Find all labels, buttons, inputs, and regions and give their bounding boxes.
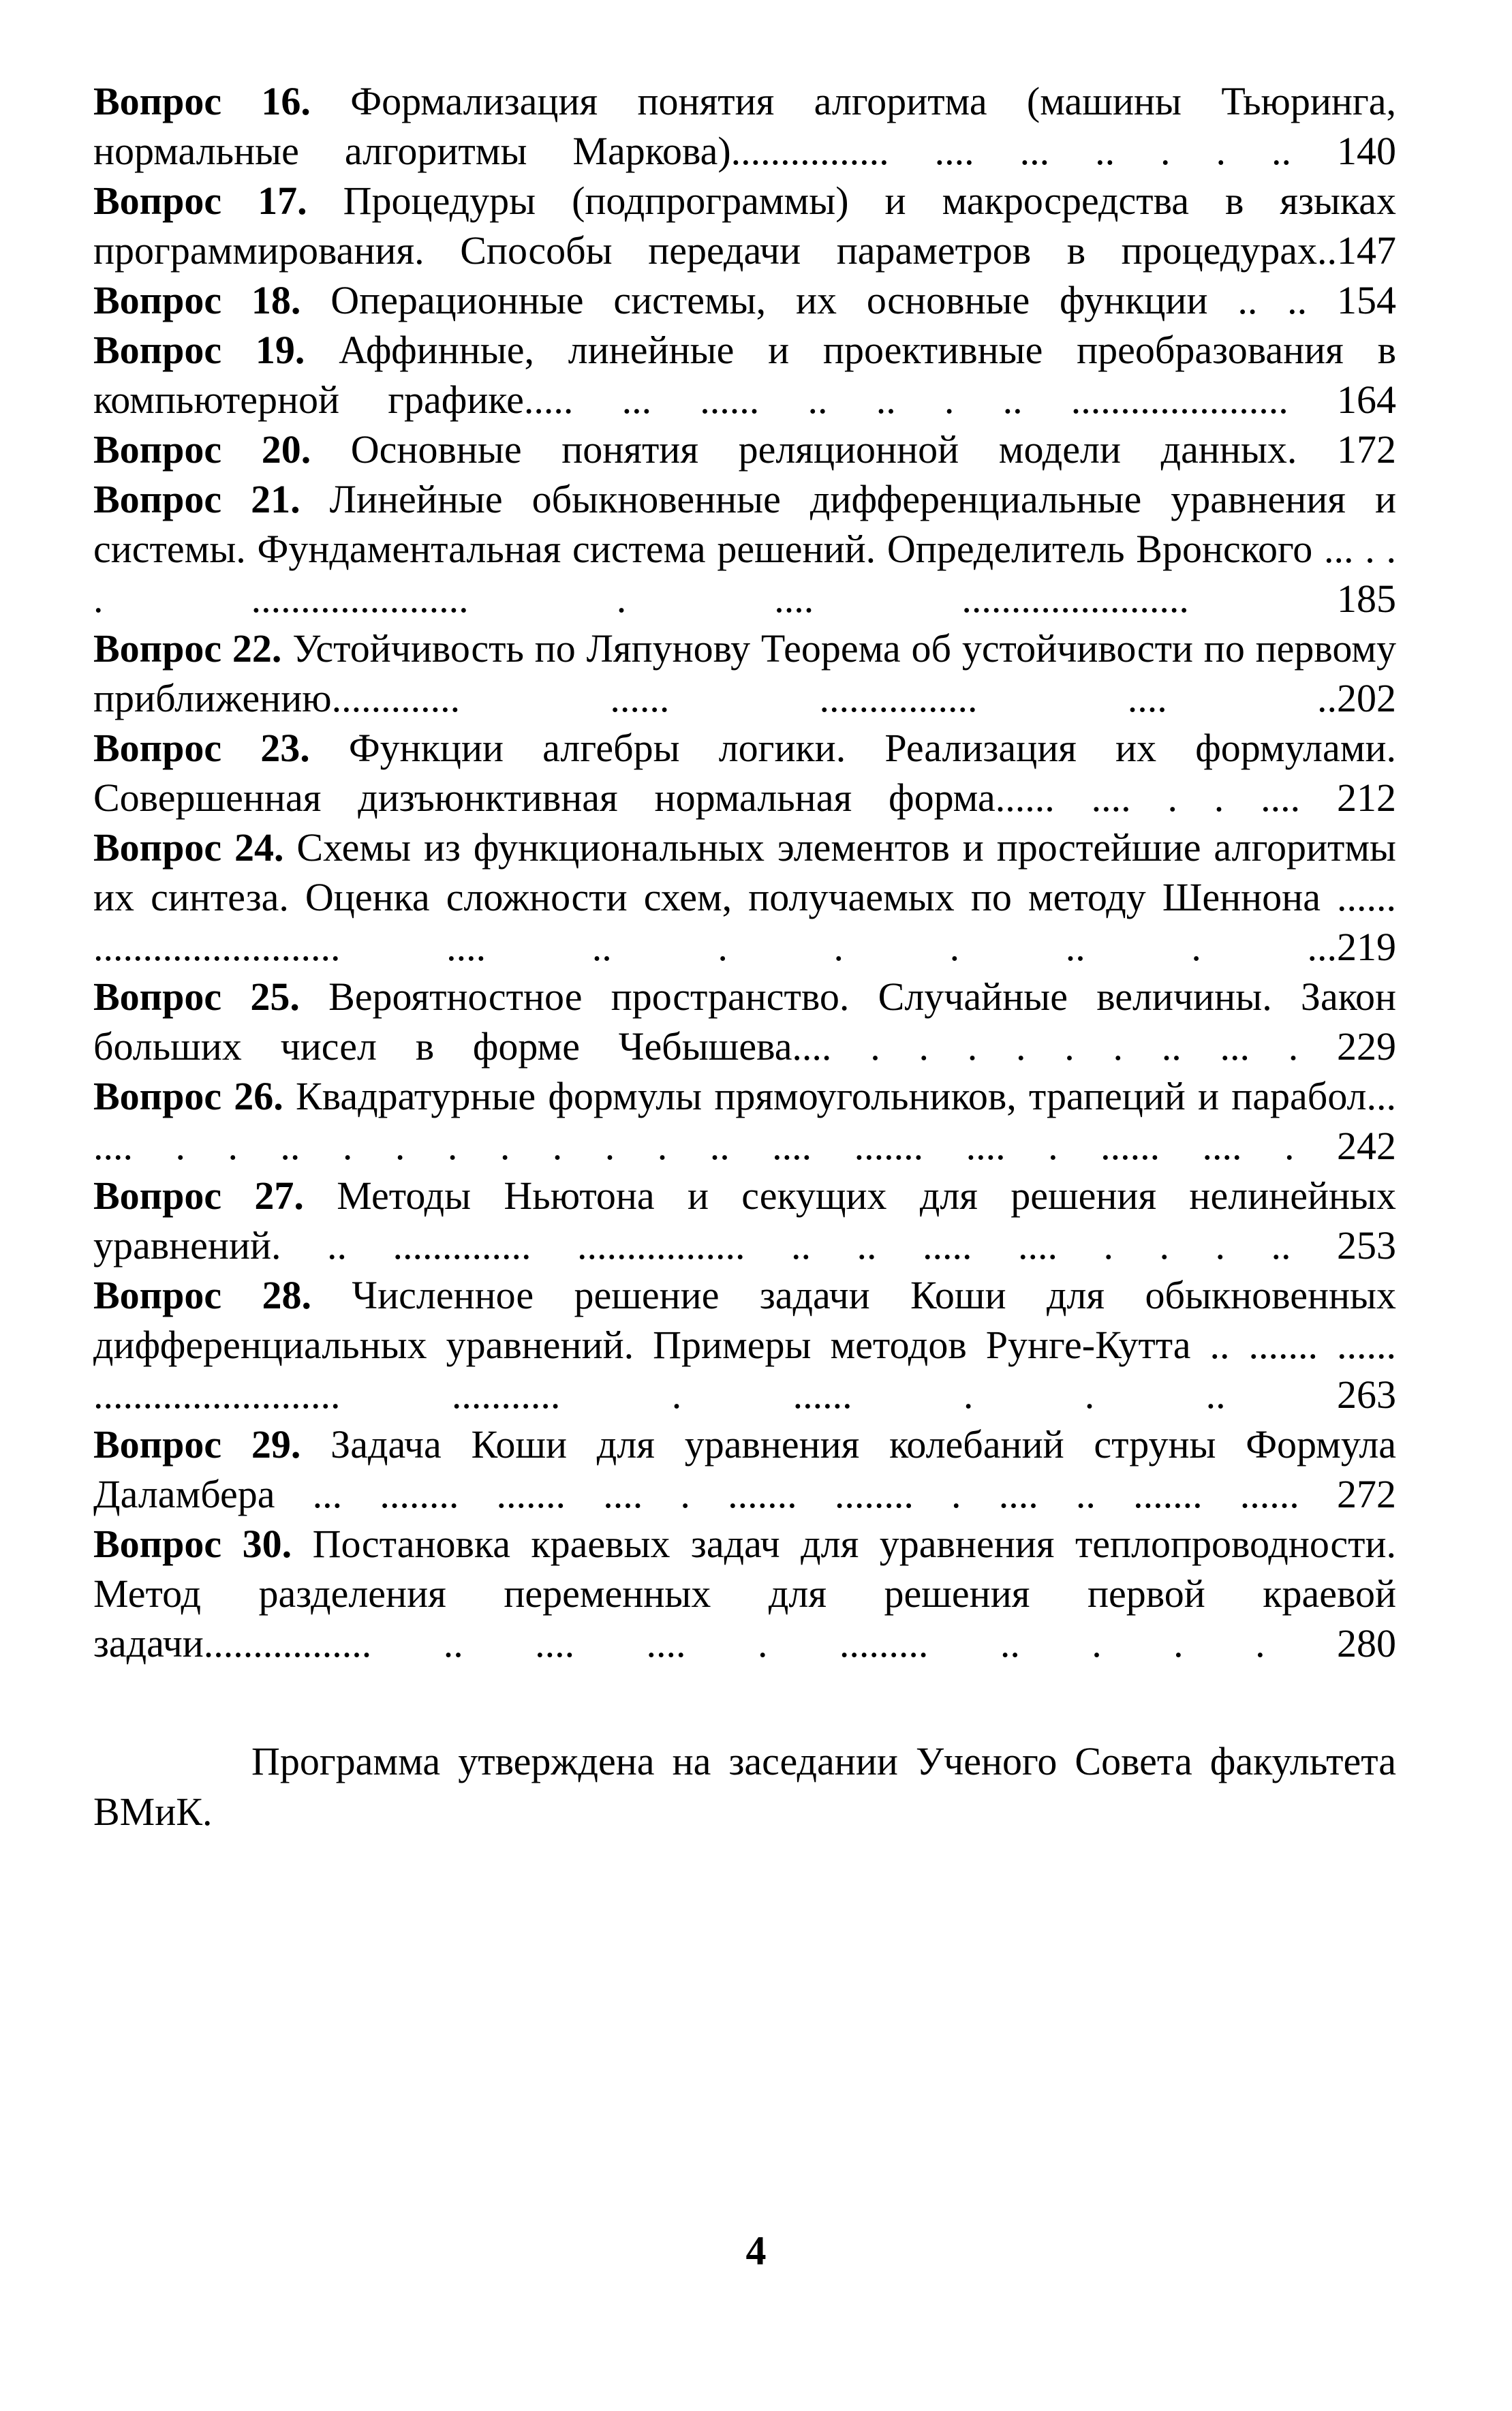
toc-entry [93, 275, 1396, 325]
toc-entry-title: Основные понятия реляционной модели данных. [350, 427, 1297, 472]
toc-entry-title: Формализация понятия алгоритма (машины Тьюринга, нормальные алгоритмы Маркова)................ .... ... .. . . .. [93, 79, 1396, 173]
toc-entry-page: 147 [1337, 228, 1396, 273]
toc-entry-title: Постановка краевых задач для уравнения теплопроводности. Метод разделения переменных для решения первой краевой задачи................. .. .... .... . ......... .. . . . [93, 1522, 1397, 1665]
toc-entry-label: Вопрос 29. [93, 1422, 301, 1466]
toc-entry-label: Вопрос 24. [93, 825, 284, 870]
toc-entry-label: Вопрос 23. [93, 726, 310, 770]
toc-entry-label: Вопрос 25. [93, 974, 300, 1019]
toc-entry-title: Процедуры (подпрограммы) и макросредства в языках программирования. Способы передачи параметров в процедурах.. [93, 179, 1397, 273]
toc-entry [93, 624, 1396, 723]
toc-entry-page: 242 [1337, 1124, 1397, 1168]
toc-entry-label: Вопрос 17. [93, 179, 307, 223]
toc-entry [93, 1270, 1396, 1419]
toc-entry-page: 185 [1337, 577, 1397, 621]
toc-entry-title: Вероятностное пространство. Случайные величины. Закон больших чисел в форме Чебышева.... . . . . . . .. ... . [93, 974, 1396, 1069]
toc-entry-page: 140 [1337, 129, 1396, 173]
toc-entry-page: 202 [1337, 676, 1396, 720]
toc-entry-page: 272 [1337, 1472, 1397, 1516]
toc-entry-title: Задача Коши для уравнения колебаний струны Формула Даламбера ... ........ ....... .... . ....... ........ . .... .. ....... ...... [93, 1422, 1397, 1516]
toc-entry [93, 1171, 1396, 1270]
toc-entry-page: 212 [1337, 775, 1397, 820]
page-number: 4 [745, 2228, 767, 2273]
toc-entry-title: Схемы из функциональных элементов и простейшие алгоритмы их синтеза. Оценка сложности схем, получаемых по методу Шеннона ...... ......................... .... .. . . . .. . ... [93, 825, 1397, 969]
toc-entry-label: Вопрос 26. [93, 1074, 283, 1118]
toc-entry-page: 253 [1337, 1223, 1396, 1268]
toc-entry [93, 474, 1396, 624]
toc-entry-page: 172 [1337, 427, 1396, 472]
toc-entry-title: Функции алгебры логики. Реализация их формулами. Совершенная дизъюнктивная нормальная форма...... .... . . .... [93, 726, 1396, 820]
toc-entry-title: Линейные обыкновенные дифференциальные уравнения и системы. Фундаментальная система решений. Определитель Вронского ... . . . ...................... . .... ....................... [93, 477, 1396, 621]
toc-entry-label: Вопрос 30. [93, 1522, 292, 1566]
toc-entry-label: Вопрос 28. [93, 1273, 311, 1317]
toc-entry [93, 76, 1396, 176]
toc-entry-label: Вопрос 19. [93, 328, 305, 372]
toc-entry-title: Численное решение задачи Коши для обыкновенных дифференциальных уравнений. Примеры методов Рунге-Кутта .. ....... ...... ......................... ........... . ...... . . .. [93, 1273, 1396, 1417]
toc-entry-label: Вопрос 18. [93, 278, 301, 322]
table-of-contents [93, 76, 1396, 1668]
toc-entry-page: 154 [1337, 278, 1396, 322]
toc-entry-title: Квадратурные формулы прямоугольников, трапеций и парабол... .... . . .. . . . . . . . .. .... ....... .... . ...... .... . [93, 1074, 1396, 1168]
approval-note: Программа утверждена на заседании Ученого Совета факультета ВМиК. [93, 1739, 1396, 1834]
toc-entry [93, 425, 1396, 474]
toc-entry-label: Вопрос 22. [93, 626, 282, 671]
toc-entry-page: 280 [1337, 1621, 1396, 1665]
toc-entry [93, 1071, 1396, 1171]
toc-entry-page: 164 [1337, 378, 1396, 422]
toc-entry [93, 723, 1396, 823]
toc-entry [93, 972, 1396, 1071]
toc-entry-title: Методы Ньютона и секущих для решения нелинейных уравнений. .. .............. ................. .. .. ..... .... . . . .. [93, 1173, 1397, 1268]
toc-entry-title: Операционные системы, их основные функции .. .. [330, 278, 1308, 322]
toc-entry-page: 229 [1337, 1024, 1397, 1069]
toc-entry-title: Аффинные, линейные и проективные преобразования в компьютерной графике..... ... ...... .. .. . .. ...................... [93, 328, 1397, 422]
toc-entry [93, 823, 1396, 972]
toc-entry-label: Вопрос 16. [93, 79, 311, 123]
toc-entry-page: 219 [1337, 925, 1396, 969]
toc-entry-title: Устойчивость по Ляпунову Теорема об устойчивости по первому приближению............. ...... ................ .... .. [93, 626, 1397, 720]
toc-entry [93, 325, 1396, 425]
toc-entry-label: Вопрос 21. [93, 477, 300, 521]
toc-entry-label: Вопрос 20. [93, 427, 311, 472]
toc-entry [93, 176, 1396, 275]
toc-entry [93, 1519, 1396, 1668]
toc-entry-label: Вопрос 27. [93, 1173, 304, 1218]
toc-entry [93, 1419, 1396, 1519]
toc-entry-page: 263 [1337, 1372, 1397, 1417]
